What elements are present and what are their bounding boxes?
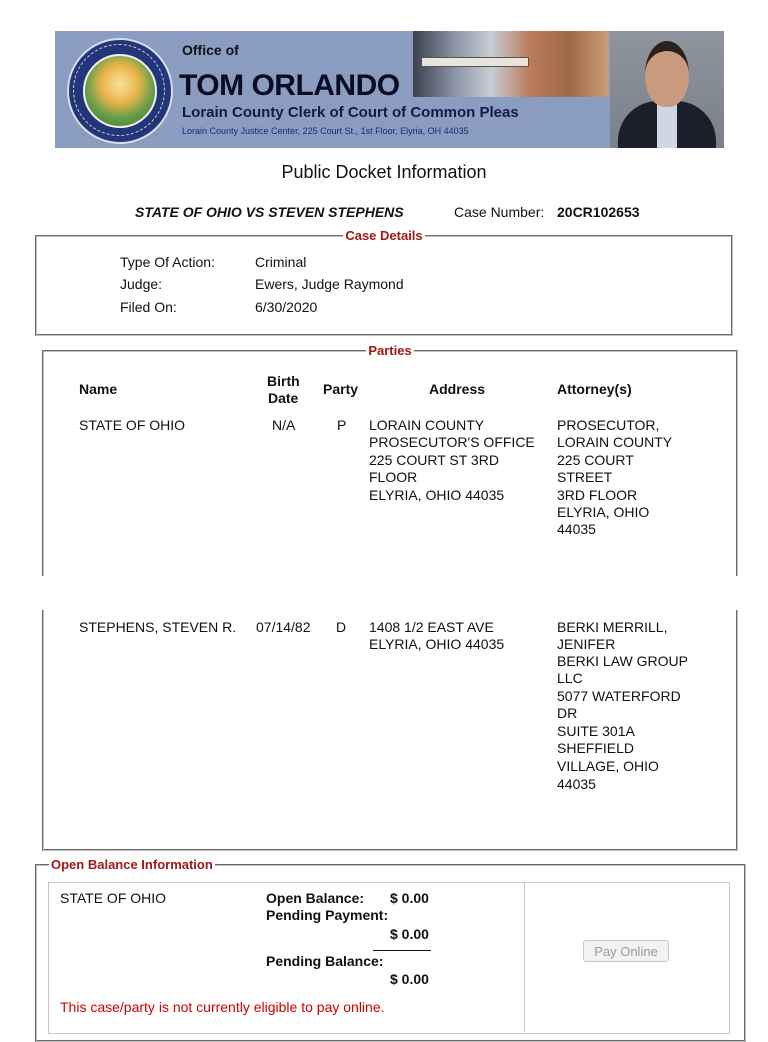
party-address-line: LORAIN COUNTY xyxy=(369,417,485,433)
party-name: STEPHENS, STEVEN R. xyxy=(79,619,237,635)
party-type: D xyxy=(336,619,347,635)
portrait-shirt xyxy=(657,101,677,148)
clerk-portrait-photo xyxy=(610,31,724,148)
pending-balance-value: $ 0.00 xyxy=(390,971,429,987)
party-address-line: ELYRIA, OHIO 44035 xyxy=(369,487,505,503)
party-attorney-line: 44035 xyxy=(557,776,596,792)
header-banner xyxy=(55,31,724,148)
party-name: STATE OF OHIO xyxy=(79,417,186,433)
party-attorney-line: BERKI MERRILL, xyxy=(557,619,668,635)
county-clerk-seal-icon xyxy=(67,38,173,144)
pay-online-button[interactable]: Pay Online xyxy=(583,940,669,962)
judge-value: Ewers, Judge Raymond xyxy=(255,276,404,292)
balance-column-divider xyxy=(524,882,525,1032)
header-birth-line1: Birth xyxy=(267,373,300,389)
pending-balance-label: Pending Balance: xyxy=(266,953,384,969)
justice-center-photo xyxy=(413,31,609,97)
party-address-line: FLOOR xyxy=(369,469,418,485)
ineligible-notice: This case/party is not currently eligible to pay online. xyxy=(60,999,385,1015)
party-birth-date: 07/14/82 xyxy=(256,619,311,635)
pending-payment-label: Pending Payment: xyxy=(266,907,389,923)
case-number-label: Case Number: xyxy=(454,204,545,220)
party-address-line: 1408 1/2 EAST AVE xyxy=(369,619,494,635)
page-break-gap xyxy=(38,576,738,610)
party-birth-date: N/A xyxy=(272,417,296,433)
party-attorney-line: BERKI LAW GROUP xyxy=(557,653,688,669)
case-details-legend: Case Details xyxy=(345,228,423,243)
header-birth-line2: Date xyxy=(268,390,299,406)
party-type: P xyxy=(337,417,347,433)
building-sign xyxy=(421,57,529,67)
case-number: 20CR102653 xyxy=(557,204,640,220)
party-attorney-line: PROSECUTOR, xyxy=(557,417,660,433)
type-of-action-label: Type Of Action: xyxy=(120,254,215,270)
party-attorney-line: VILLAGE, OHIO xyxy=(557,758,659,774)
open-balance-value: $ 0.00 xyxy=(390,890,429,906)
party-attorney-line: LORAIN COUNTY xyxy=(557,434,673,450)
filed-on-value: 6/30/2020 xyxy=(255,299,318,315)
open-balance-legend: Open Balance Information xyxy=(51,857,213,872)
header-attorney: Attorney(s) xyxy=(557,381,632,397)
banner-clerk-name: TOM ORLANDO xyxy=(179,69,400,102)
seal-emblem xyxy=(83,54,157,128)
open-balance-label: Open Balance: xyxy=(266,890,365,906)
header-address: Address xyxy=(429,381,486,397)
party-attorney-line: 3RD FLOOR xyxy=(557,487,638,503)
party-attorney-line: SUITE 301A xyxy=(557,723,635,739)
portrait-head xyxy=(645,41,689,107)
judge-label: Judge: xyxy=(120,276,163,292)
banner-address: Lorain County Justice Center, 225 Court St., 1st Floor, Elyria, OH 44035 xyxy=(182,126,469,136)
party-attorney-line: JENIFER xyxy=(557,636,616,652)
party-attorney-line: 44035 xyxy=(557,521,596,537)
party-attorney-line: 225 COURT xyxy=(557,452,634,468)
party-address-line: 225 COURT ST 3RD xyxy=(369,452,499,468)
balance-party-name: STATE OF OHIO xyxy=(60,890,167,906)
party-attorney-line: ELYRIA, OHIO xyxy=(557,504,650,520)
header-party: Party xyxy=(323,381,359,397)
banner-clerk-title: Lorain County Clerk of Court of Common Pleas xyxy=(182,104,519,121)
type-of-action-value: Criminal xyxy=(255,254,307,270)
parties-legend: Parties xyxy=(368,343,412,358)
banner-office-of: Office of xyxy=(182,42,239,58)
header-name: Name xyxy=(79,381,118,397)
party-address-line: PROSECUTOR'S OFFICE xyxy=(369,434,535,450)
party-address-line: ELYRIA, OHIO 44035 xyxy=(369,636,505,652)
balance-subtotal-rule xyxy=(373,950,431,951)
case-title: STATE OF OHIO VS STEVEN STEPHENS xyxy=(135,204,404,220)
party-attorney-line: SHEFFIELD xyxy=(557,740,635,756)
pending-payment-value: $ 0.00 xyxy=(390,926,429,942)
page-title: Public Docket Information xyxy=(281,162,487,182)
party-attorney-line: 5077 WATERFORD xyxy=(557,688,681,704)
party-attorney-line: LLC xyxy=(557,670,583,686)
party-attorney-line: STREET xyxy=(557,469,613,485)
party-attorney-line: DR xyxy=(557,705,578,721)
filed-on-label: Filed On: xyxy=(120,299,177,315)
